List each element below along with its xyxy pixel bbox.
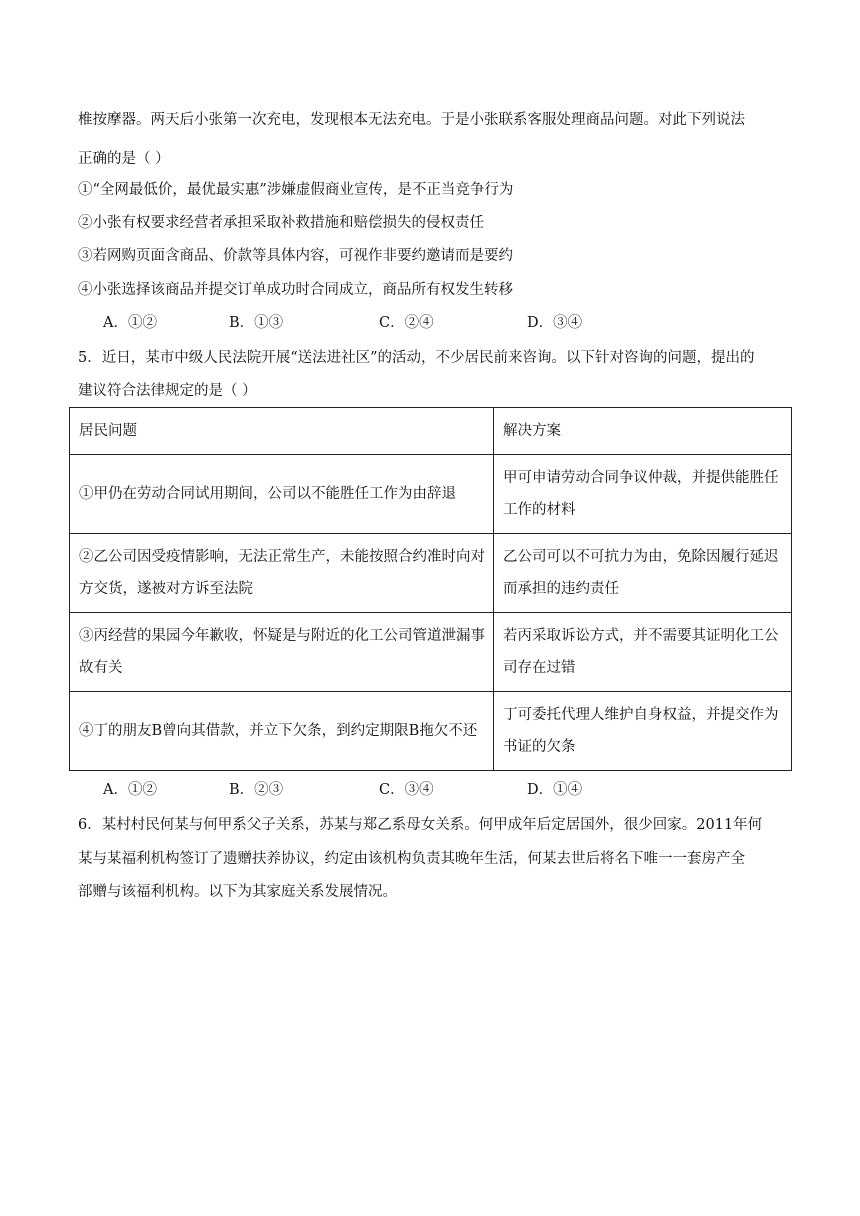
q5-problem-3: ③丙经营的果园今年歉收，怀疑是与附近的化工公司管道泄漏事故有关: [70, 613, 494, 692]
q4-option-c[interactable]: C．②④: [379, 315, 434, 331]
q4-stem-line-2: 正确的是（ ）: [78, 151, 170, 167]
q4-statement-4: ④小张选择该商品并提交订单成功时合同成立，商品所有权发生转移: [78, 282, 513, 298]
q4-statement-3: ③若网购页面含商品、价款等具体内容，可视作非要约邀请而是要约: [78, 248, 513, 264]
q5-problem-4: ④丁的朋友B曾向其借款，并立下欠条，到约定期限B拖欠不还: [70, 692, 494, 771]
q5-header-problem: 居民问题: [70, 408, 494, 455]
table-row: [70, 613, 792, 692]
q5-table: [69, 407, 792, 771]
q5-table-header-row: [70, 408, 792, 455]
q4-option-d[interactable]: D．③④: [527, 315, 583, 331]
table-row: [70, 692, 792, 771]
table-row: [70, 455, 792, 534]
q5-solution-1: 甲可申请劳动合同争议仲裁，并提供能胜任工作的材料: [494, 455, 792, 534]
q5-problem-1: ①甲仍在劳动合同试用期间，公司以不能胜任工作为由辞退: [70, 455, 494, 534]
q5-solution-3: 若丙采取诉讼方式，并不需要其证明化工公司存在过错: [494, 613, 792, 692]
q5-option-b[interactable]: B．②③: [229, 782, 284, 798]
q4-statement-1: ①“全网最低价，最优最实惠”涉嫌虚假商业宣传，是不正当竞争行为: [78, 182, 514, 198]
q4-stem-line-1: 椎按摩器。两天后小张第一次充电，发现根本无法充电。于是小张联系客服处理商品问题。对此下列说法: [78, 112, 745, 128]
q6-stem-line-1: 6．某村村民何某与何甲系父子关系，苏某与郑乙系母女关系。何甲成年后定居国外，很少回家。2011年何: [78, 817, 763, 833]
q5-option-c[interactable]: C．③④: [379, 782, 434, 798]
q5-solution-4: 丁可委托代理人维护自身权益，并提交作为书证的欠条: [494, 692, 792, 771]
q4-statement-2: ②小张有权要求经营者承担采取补救措施和赔偿损失的侵权责任: [78, 215, 484, 231]
q6-stem-line-3: 部赠与该福利机构。以下为其家庭关系发展情况。: [78, 884, 397, 900]
q4-option-b[interactable]: B．①③: [229, 315, 284, 331]
q5-option-d[interactable]: D．①④: [527, 782, 583, 798]
q5-problem-2: ②乙公司因受疫情影响，无法正常生产，未能按照合约准时向对方交货，遂被对方诉至法院: [70, 534, 494, 613]
q5-solution-2: 乙公司可以不可抗力为由，免除因履行延迟而承担的违约责任: [494, 534, 792, 613]
q6-stem-line-2: 某与某福利机构签订了遗赠扶养协议，约定由该机构负责其晚年生活，何某去世后将名下唯一一套房产全: [78, 851, 745, 867]
table-row: [70, 534, 792, 613]
q5-header-solution: 解决方案: [494, 408, 792, 455]
q5-stem-line-1: 5．近日，某市中级人民法院开展“送法进社区”的活动，不少居民前来咨询。以下针对咨询的问题，提出的: [78, 350, 755, 366]
q4-option-a[interactable]: A．①②: [103, 315, 157, 331]
q5-option-a[interactable]: A．①②: [103, 782, 157, 798]
q5-stem-line-2: 建议符合法律规定的是（ ）: [78, 383, 257, 399]
